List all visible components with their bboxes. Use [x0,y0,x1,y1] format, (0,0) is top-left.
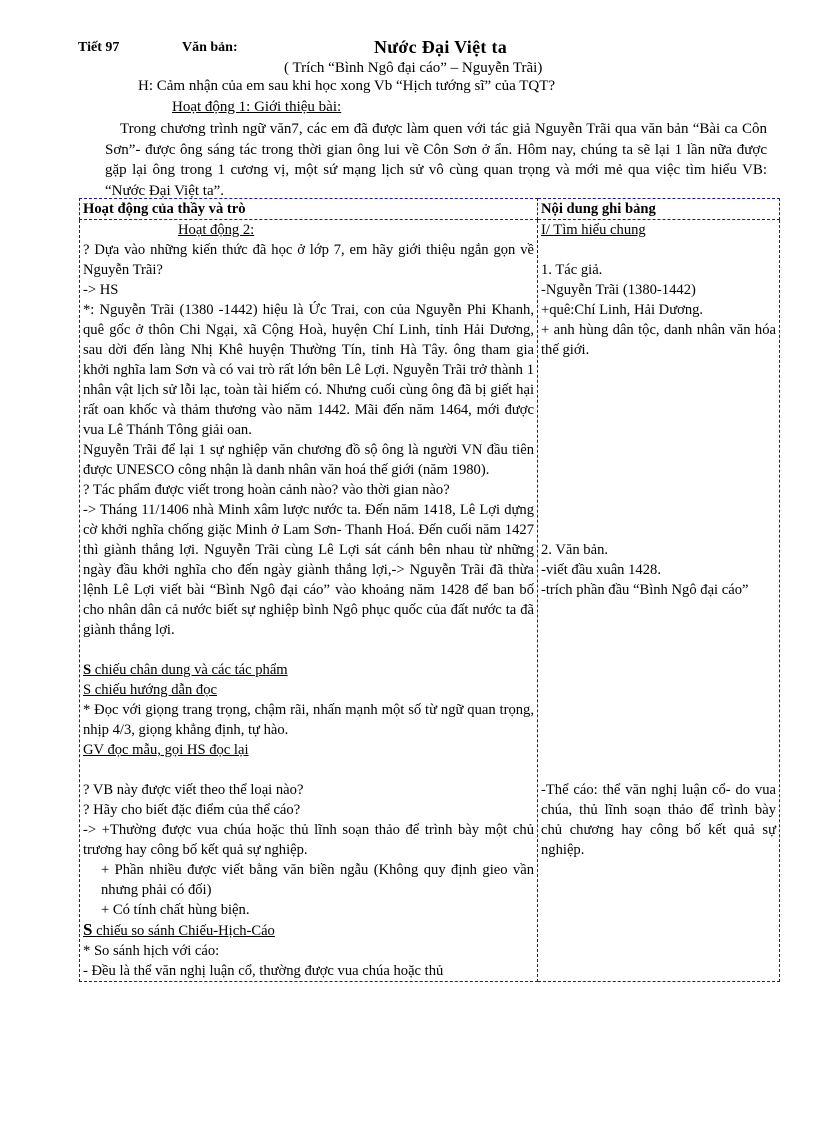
column-header-activities: Hoạt động của thầy và trò [80,199,538,220]
reading-instructions: * Đọc với giọng trang trọng, chậm rãi, nhấn mạnh một số từ ngữ quan trọng, nhịp 4/3, giọng khẳng định, tự hào. [83,702,534,738]
historical-context: -> Tháng 11/1406 nhà Minh xâm lược nước ta. Đến năm 1418, Lê Lợi dựng cờ khởi nghĩa chống giặc Minh ở Lam Sơn- Thanh Hoá. Đến cuối năm 1427 thì giành thắng lợi. Nguyễn Trãi cùng Lê Lợi sát cánh bên nhau từ những ngày đầu khởi nghĩa cho đến ngày giành thắng lợi,-> Nguyễn Trãi đã thừa lệnh Lê Lợi viết bài “Bình Ngô đại cáo” vào khoảng năm 1428 để ban bố cho nhân dân cả nước biết sự nghiệp bình Ngô phục quốc của đất nước ta đã giành thắng lợi. [83,502,534,638]
question-context: ? Tác phẩm được viết trong hoàn cảnh nào? vào thời gian nào? [83,482,450,498]
intro-paragraph: Trong chương trình ngữ văn7, các em đã được làm quen với tác giả Nguyễn Trãi qua văn bản “Bài ca Côn Sơn”- được ông sáng tác trong thời gian ông lui về Côn Sơn ở ẩn. Hôm nay, chúng ta sẽ lại 1 lần nữa được gặp lại ông trong 1 cương vị, một sứ mạng lịch sử vô cùng quan trọng và mới mẻ qua việc tìm hiểu VB: “Nước Đại Việt ta”. [105,121,767,199]
page-title: Nước Đại Việt ta [374,37,508,57]
slide-portrait: S chiếu chân dung và các tác phẩm [83,662,288,678]
hs-answer: -> HS [83,282,119,298]
text-date: -viết đầu xuân 1428. [541,562,661,578]
lesson-table [79,198,780,982]
text-excerpt: -trích phần đầu “Bình Ngô đại cáo” [541,582,749,598]
genre-definition: -Thể cáo: thể văn nghị luận cổ- do vua chúa, thủ lĩnh soạn thảo để trình bày chủ chương hay công bố kết quả sự nghiệp. [541,782,776,858]
slide-comparison: S chiếu so sánh Chiếu-Hịch-Cáo [83,920,275,939]
author-heading: 1. Tác giả. [541,262,603,278]
text-label: Văn bản: [182,40,238,55]
text-heading: 2. Văn bản. [541,542,609,558]
question-features: ? Hãy cho biết đặc điểm của thể cáo? [83,802,301,818]
slide-reading-guide: S chiếu hướng dẫn đọc [83,682,217,698]
author-title: + anh hùng dân tộc, danh nhân văn hóa thế giới. [541,322,776,358]
question-genre: ? VB này được viết theo thể loại nào? [83,782,304,798]
column-header-board: Nội dung ghi bảng [538,199,780,220]
comparison-heading: * So sánh hịch với cáo: [83,943,220,959]
activity-2-heading: Hoạt động 2: [178,222,255,238]
comparison-line-1: - Đều là thể văn nghị luận cổ, thường được vua chúa hoặc thủ [83,963,444,979]
lesson-number: Tiết 97 [78,40,120,55]
answer-feature-1: -> +Thường được vua chúa hoặc thủ lĩnh soạn thảo để trình bày một chủ trương hay công bố kết quả sự nghiệp. [83,822,534,858]
teacher-reading: GV đọc mẫu, gọi HS đọc lại [83,742,249,758]
author-biography: *: Nguyễn Trãi (1380 -1442) hiệu là Ức Trai, con của Nguyễn Phi Khanh, quê gốc ở thôn Chi Ngại, xã Cộng Hoà, huyện Chí Linh, tỉnh Hải Dương, sau dời đến làng Nhị Khê huyện Thường Tín, tỉnh Hà Tây. ông tham gia khởi nghĩa lam Sơn và có vai trò rất lớn bên Lê Lợi. Nguyễn Trãi trở thành 1 nhân vật lịch sử lỗi lạc, toàn tài hiếm có. Nhưng cuối cùng ông đã bị giết hại rất oan khốc và thảm thương vào năm 1442. Mãi đến năm 1464, mới được vua Lê Thánh Tông giải oan. [83,302,534,438]
question-author: ? Dựa vào những kiến thức đã học ở lớp 7, em hãy giới thiệu ngắn gọn về Nguyễn Trãi? [83,242,534,278]
subtitle: ( Trích “Bình Ngô đại cáo” – Nguyễn Trãi) [284,60,543,76]
author-legacy: Nguyễn Trãi để lại 1 sự nghiệp văn chương đồ sộ ông là người VN đầu tiên được UNESCO công nhận là danh nhân văn hoá thế giới (năm 1980). [83,442,534,478]
author-name: -Nguyễn Trãi (1380-1442) [541,282,696,298]
board-content-cell [538,220,780,982]
activity-1-heading: Hoạt động 1: Giới thiệu bài: [172,99,342,115]
author-hometown: +quê:Chí Linh, Hải Dương. [541,302,704,318]
activities-cell [80,220,538,982]
answer-feature-2: + Phần nhiều được viết bằng văn biền ngẫu (Không quy định gieo vần nhưng phải có đối) [101,862,534,898]
lesson-header [78,37,778,115]
answer-feature-3: + Có tính chất hùng biện. [101,902,250,918]
section-general: I/ Tìm hiểu chung [541,222,646,238]
opening-question: H: Cảm nhận của em sau khi học xong Vb “Hịch tướng sĩ” của TQT? [138,78,556,94]
